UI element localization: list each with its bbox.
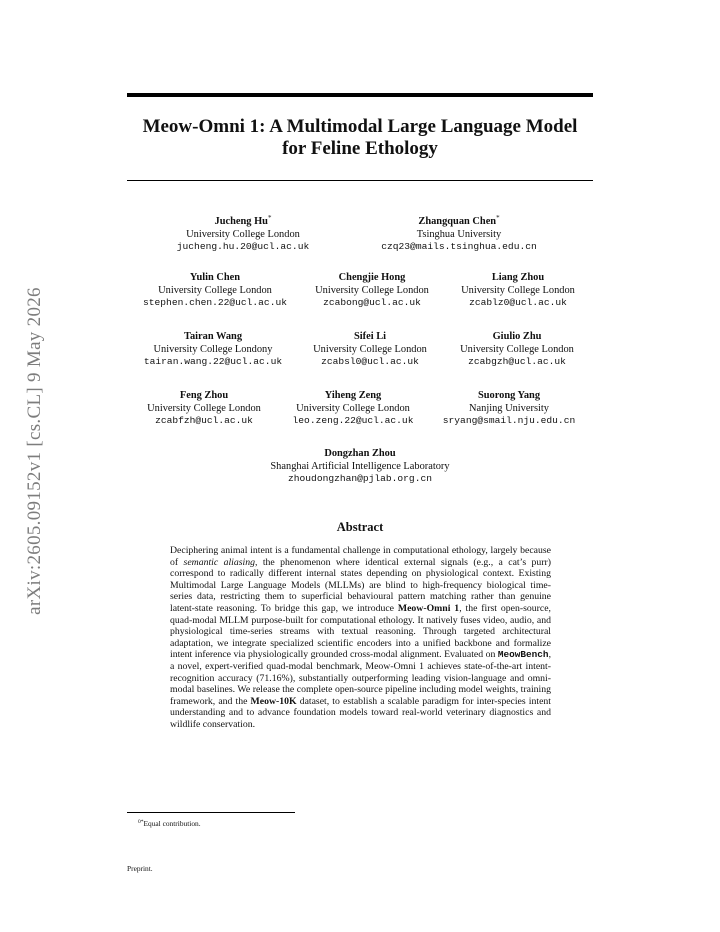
abstract-body: Deciphering animal intent is a fundamental challenge in computational ethology, largely because of semantic aliasing, the phenomenon where identical external signals (e.g., a cat’s purr) correspond to radically different internal states depending on physiological context. Existing Multimodal Large Language Models (MLLMs) are blind to high-frequency biological time-series data, restricting them to superficial behavioural pattern matching rather than genuine latent-state reasoning. To bridge this gap, we introduce Meow-Omni 1, the first open-source, quad-modal MLLM purpose-built for computational ethology. It natively fuses video, audio, and physiological time-series streams with textual reasoning. Through targeted architectural adaptation, we integrate specialized scientific encoders into a unified backbone and formalize intent inference via physiologically grounded cross-modal alignment. Evaluated on MeowBench, a novel, expert-verified quad-modal benchmark, Meow-Omni 1 achieves state-of-the-art intent-recognition accuracy (71.16%), substantially outperforming leading vision-language and omni-modal baselines. We release the complete open-source pipeline including model weights, training framework, and the Meow-10K dataset, to establish a scalable paradigm for inter-species intent understanding and to advance foundation models toward real-world veterinary diagnostics and wildlife conservation. [170,545,552,730]
author-block: Yiheng Zeng University College London leo.zeng.22@ucl.ac.uk [292,390,414,427]
author-block: Giulio Zhu University College London zcabgzh@ucl.ac.uk [460,331,574,368]
preprint-label: Preprint. [127,864,153,873]
paper-title: Meow-Omni 1: A Multimodal Large Language Model for Feline Ethology [142,116,578,159]
footnote: $^{0*}$Equal contribution. [138,819,201,828]
author-block: Zhangquan Chen* Tsinghua University czq23@mails.tsinghua.edu.cn [381,214,537,253]
author-block: Sifei Li University College London zcabsl0@ucl.ac.uk [313,331,427,368]
author-block: Feng Zhou University College London zcabfzh@ucl.ac.uk [147,390,261,427]
author-block: Yulin Chen University College London stephen.chen.22@ucl.ac.uk [143,272,287,309]
author-block: Chengjie Hong University College London zcabong@ucl.ac.uk [315,272,429,309]
author-block: Jucheng Hu* University College London jucheng.hu.20@ucl.ac.uk [176,214,310,253]
title-top-rule [127,93,593,97]
author-block: Dongzhan Zhou Shanghai Artificial Intelligence Laboratory zhoudongzhan@pjlab.org.cn [270,448,450,485]
footnote-rule [127,812,295,813]
abstract-heading: Abstract [336,520,384,534]
title-bottom-rule [127,180,593,181]
author-block: Suorong Yang Nanjing University sryang@smail.nju.edu.cn [442,390,576,427]
author-block: Liang Zhou University College London zcablz0@ucl.ac.uk [461,272,575,309]
author-block: Tairan Wang University College Londony tairan.wang.22@ucl.ac.uk [143,331,283,368]
